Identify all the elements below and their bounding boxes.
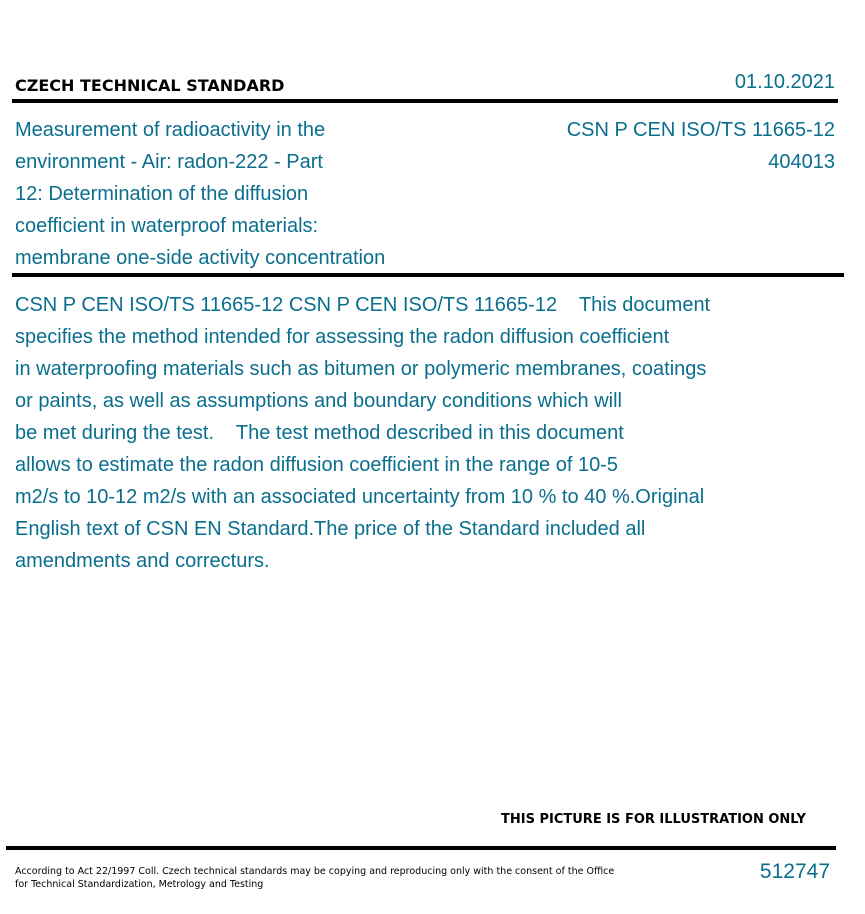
- legal-line: for Technical Standardization, Metrology and Testing: [15, 879, 264, 890]
- abstract-line: CSN P CEN ISO/TS 11665-12 CSN P CEN ISO/TS 11665-12 This document: [15, 294, 711, 316]
- abstract-line: English text of CSN EN Standard.The price of the Standard included all: [15, 518, 646, 540]
- abstract-line: m2/s to 10-12 m2/s with an associated uncertainty from 10 % to 40 %.Original: [15, 486, 705, 508]
- legal-line: According to Act 22/1997 Coll. Czech technical standards may be copying and reproducing only with the consent of the Office: [15, 866, 615, 877]
- abstract-line: amendments and correcturs.: [15, 550, 270, 572]
- abstract-line: specifies the method intended for assessing the radon diffusion coefficient: [15, 326, 670, 348]
- abstract-line: or paints, as well as assumptions and boundary conditions which will: [15, 390, 622, 412]
- title-line: Measurement of radioactivity in the: [15, 119, 326, 141]
- title-line: coefficient in waterproof materials:: [15, 215, 319, 237]
- title-line: membrane one-side activity concentration: [15, 247, 386, 269]
- title-line: 12: Determination of the diffusion: [15, 183, 309, 205]
- publication-date: 01.10.2021: [734, 71, 835, 93]
- abstract-line: allows to estimate the radon diffusion coefficient in the range of 10-5: [15, 454, 618, 476]
- document-title: [15, 114, 435, 274]
- standard-code: CSN P CEN ISO/TS 11665-12: [566, 119, 835, 141]
- standard-number: 404013: [768, 151, 835, 173]
- footer-divider: [6, 846, 836, 850]
- standard-code-block: [567, 114, 835, 178]
- abstract-line: in waterproofing materials such as bitumen or polymeric membranes, coatings: [15, 358, 707, 380]
- header-label: CZECH TECHNICAL STANDARD: [15, 76, 285, 95]
- title-divider: [12, 273, 844, 277]
- document-number: 512747: [759, 860, 830, 883]
- illustration-note: THIS PICTURE IS FOR ILLUSTRATION ONLY: [501, 812, 806, 827]
- header-divider: [12, 99, 838, 103]
- title-line: environment - Air: radon-222 - Part: [15, 151, 323, 173]
- abstract-line: be met during the test. The test method described in this document: [15, 422, 624, 444]
- abstract: [15, 289, 775, 577]
- legal-notice: [15, 865, 615, 891]
